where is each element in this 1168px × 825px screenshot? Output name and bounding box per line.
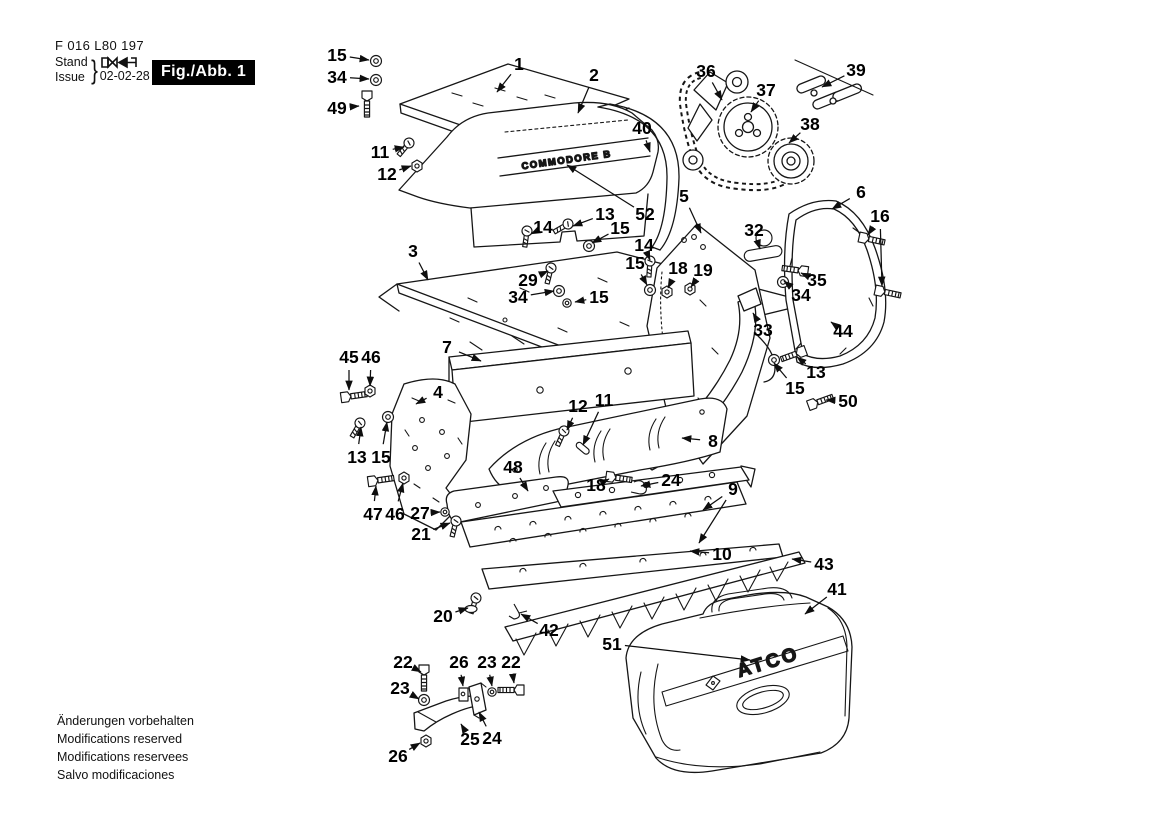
washer-icon [645, 285, 656, 296]
callout-29: 29 [518, 270, 538, 290]
callout-13: 13 [806, 362, 826, 382]
leader-line-23 [490, 675, 492, 686]
callout-49: 49 [327, 98, 347, 118]
callout-12: 12 [377, 164, 397, 184]
callout-52: 52 [635, 204, 655, 224]
callout-16: 16 [870, 206, 890, 226]
callout-14: 14 [533, 217, 553, 237]
bolt-icon [362, 91, 372, 117]
callout-15: 15 [589, 287, 609, 307]
cover-marking-text: COMMODORE B [520, 148, 613, 173]
callout-34: 34 [791, 285, 811, 305]
callout-15: 15 [371, 447, 391, 467]
washer-icon [488, 688, 496, 696]
leader-line-22 [513, 675, 514, 683]
callout-33: 33 [753, 320, 773, 340]
callout-42: 42 [539, 620, 559, 640]
screw-icon [498, 685, 524, 695]
clip-icon [509, 604, 527, 619]
screw-icon [552, 217, 575, 236]
note-line: Änderungen vorbehalten [57, 714, 194, 728]
screw-icon [395, 136, 416, 159]
nut-icon [662, 286, 672, 298]
leader-line-12 [399, 166, 411, 170]
bolt-icon [419, 665, 429, 691]
callout-25: 25 [460, 729, 480, 749]
callout-10: 10 [712, 544, 732, 564]
callout-11: 11 [370, 142, 390, 162]
part-10-bottom-strip [482, 544, 783, 589]
washer-icon [383, 412, 394, 423]
callout-39: 39 [846, 60, 866, 80]
callout-2: 2 [589, 65, 599, 85]
pin-icon [412, 160, 422, 172]
callout-22: 22 [501, 652, 521, 672]
callout-9: 9 [728, 479, 738, 499]
leader-line-15 [383, 422, 387, 444]
leader-line-13 [573, 219, 593, 226]
grassbox-marking-text: ATCO [734, 643, 803, 683]
leader-line-23 [411, 695, 419, 700]
leader-line-15 [774, 363, 787, 378]
callout-44: 44 [833, 321, 853, 341]
bolt-icon [340, 389, 367, 403]
note-line: Modifications reservees [57, 750, 189, 765]
callout-23: 23 [390, 678, 410, 698]
callout-24: 24 [482, 728, 502, 748]
revision-date: 02-02-28 [99, 69, 150, 84]
callout-26: 26 [388, 746, 408, 766]
leader-line-26 [461, 675, 463, 686]
callout-34: 34 [508, 287, 528, 307]
callout-40: 40 [632, 118, 652, 138]
callout-15: 15 [625, 253, 645, 273]
callout-21: 21 [411, 524, 431, 544]
callout-15: 15 [610, 218, 630, 238]
bolt-icon [447, 515, 462, 538]
callout-46: 46 [361, 347, 381, 367]
document-number: F 016 L80 197 [55, 38, 145, 53]
callout-18: 18 [586, 475, 606, 495]
callout-20: 20 [433, 606, 453, 626]
callout-27: 27 [410, 503, 430, 523]
part-39-chain-links [796, 75, 863, 111]
callout-13: 13 [595, 204, 615, 224]
callout-13: 13 [347, 447, 367, 467]
brace-glyph: } [90, 55, 98, 86]
callout-34: 34 [327, 67, 347, 87]
callout-38: 38 [800, 114, 820, 134]
figure-badge: Fig./Abb. 1 [152, 60, 255, 85]
callout-32: 32 [744, 220, 764, 240]
callout-1: 1 [514, 54, 524, 74]
leader-line-46 [370, 370, 371, 386]
washer-icon [778, 277, 789, 288]
leader-line-26 [409, 743, 420, 749]
leader-line-3 [419, 263, 428, 281]
washer-icon [554, 286, 565, 297]
callout-48: 48 [503, 457, 523, 477]
nut-icon [421, 735, 431, 747]
callout-37: 37 [756, 80, 776, 100]
leader-line-25 [461, 724, 463, 728]
callout-23: 23 [477, 652, 497, 672]
callout-26: 26 [449, 652, 469, 672]
callout-24: 24 [661, 470, 681, 490]
bolt-icon [367, 473, 394, 487]
leader-line-24 [479, 712, 486, 726]
callout-7: 7 [442, 337, 452, 357]
screw-icon [807, 392, 835, 410]
leader-line-34 [350, 78, 369, 79]
callout-8: 8 [708, 431, 718, 451]
note-line: Salvo modificaciones [57, 768, 175, 783]
screw-icon [348, 416, 367, 439]
callout-51: 51 [602, 634, 622, 654]
washer-icon [371, 75, 382, 86]
note-line: Modifications reserved [57, 732, 183, 747]
callout-22: 22 [393, 652, 413, 672]
callout-3: 3 [408, 241, 418, 261]
callout-12: 12 [568, 396, 588, 416]
callout-36: 36 [696, 61, 716, 81]
washer-icon [419, 695, 430, 706]
callout-50: 50 [838, 391, 858, 411]
stand-label: Stand [55, 55, 88, 69]
callout-45: 45 [339, 347, 359, 367]
callout-4: 4 [433, 382, 443, 402]
leader-line-18 [608, 479, 609, 480]
issue-label: Issue [55, 70, 85, 85]
callout-41: 41 [827, 579, 847, 599]
callout-14: 14 [634, 235, 654, 255]
leader-line-49 [350, 106, 359, 107]
leader-line-16 [868, 227, 873, 235]
callout-47: 47 [363, 504, 383, 524]
leader-line-15 [350, 57, 369, 60]
part-41-grass-box [626, 588, 852, 773]
callout-43: 43 [814, 554, 834, 574]
leader-line-47 [374, 486, 376, 501]
callout-15: 15 [785, 378, 805, 398]
nut-icon [365, 385, 375, 397]
washer-icon [563, 299, 571, 307]
rod-icon [743, 245, 782, 262]
washer-icon [371, 56, 382, 67]
footer-notes [57, 712, 194, 785]
callout-11: 11 [594, 390, 614, 410]
callout-15: 15 [327, 45, 347, 65]
nut-icon [399, 472, 409, 484]
callout-5: 5 [679, 186, 689, 206]
callout-35: 35 [807, 270, 827, 290]
bushing-icon [441, 508, 449, 516]
callout-46: 46 [385, 504, 405, 524]
callout-18: 18 [668, 258, 688, 278]
rivet-icon [685, 283, 695, 295]
callout-6: 6 [856, 182, 866, 202]
callout-19: 19 [693, 260, 713, 280]
